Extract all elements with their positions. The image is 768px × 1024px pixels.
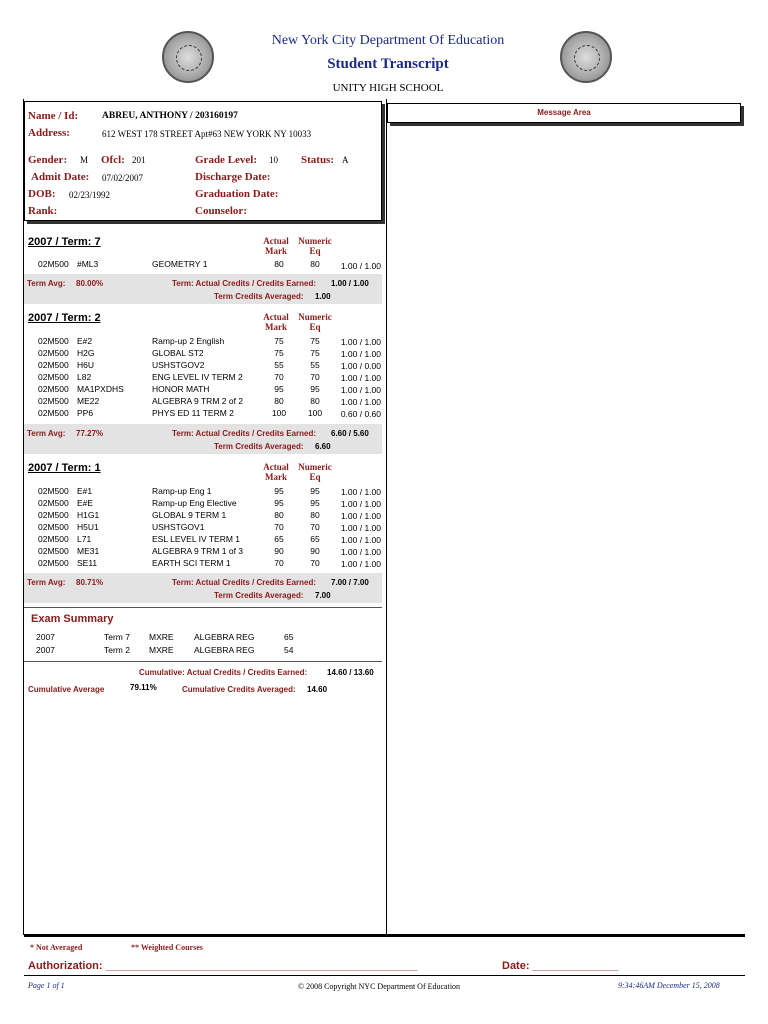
student-name-value: ABREU, ANTHONY / 203160197 [102, 111, 238, 121]
footer-rule [24, 934, 745, 937]
course-row: 02M500 #ML3 GEOMETRY 1 80 80 1.00 / 1.00 [38, 259, 381, 271]
counselor-label: Counselor: [195, 205, 247, 217]
weighted-courses-note: ** Weighted Courses [131, 943, 203, 952]
numeric-eq-header: Numeric Eq [298, 312, 332, 332]
term-credits-value: 7.00 / 7.00 [331, 578, 369, 587]
term-heading: 2007 / Term: 1 [28, 462, 101, 474]
gender-value: M [80, 155, 89, 165]
school-name: UNITY HIGH SCHOOL [332, 82, 444, 94]
term-summary [24, 424, 382, 454]
address-label: Address: [28, 127, 70, 139]
course-row: 02M500 E#1 Ramp-up Eng 1 95 95 1.00 / 1.00 [38, 486, 381, 497]
term-credits-label: Term: Actual Credits / Credits Earned: [172, 578, 317, 587]
name-label: Name / Id: [28, 110, 79, 122]
grade-level-value: 10 [269, 155, 278, 165]
graduation-date-label: Graduation Date: [195, 188, 279, 200]
term-credits-averaged-label: Term Credits Averaged: [214, 292, 304, 301]
discharge-date-label: Discharge Date: [195, 171, 271, 183]
term-credits-averaged-label: Term Credits Averaged: [214, 591, 304, 600]
section-divider [24, 661, 382, 662]
term-avg-value: 80.00% [76, 279, 104, 288]
term-credits-label: Term: Actual Credits / Credits Earned: [172, 429, 317, 438]
dob-label: DOB: [28, 188, 56, 200]
cumulative-credits-value: 14.60 / 13.60 [327, 668, 374, 677]
numeric-eq-header: Numeric Eq [298, 236, 332, 256]
cumulative-credits-label: Cumulative: Actual Credits / Credits Earned: [139, 668, 308, 677]
nyc-seal-right-icon [560, 31, 612, 83]
department-name: New York City Department Of Education [271, 33, 505, 48]
actual-mark-header: Actual Mark [263, 462, 289, 482]
course-row: 02M500 H1G1 GLOBAL 9 TERM 1 80 80 1.00 / 1.00 [38, 510, 381, 521]
course-row: 02M500 SE11 EARTH SCI TERM 1 70 70 1.00 / 1.00 [38, 558, 381, 569]
term-heading: 2007 / Term: 7 [28, 236, 101, 248]
term-credits-label: Term: Actual Credits / Credits Earned: [172, 279, 317, 288]
course-row: 02M500 E#E Ramp-up Eng Elective 95 95 1.00 / 1.00 [38, 498, 381, 509]
exam-summary-title: Exam Summary [31, 613, 114, 625]
course-row: 02M500 H5U1 USHSTGOV1 70 70 1.00 / 1.00 [38, 522, 381, 533]
ofcl-label: Ofcl: [101, 154, 125, 166]
cumulative-credits-averaged-value: 14.60 [307, 685, 328, 694]
course-row: 02M500 E#2 Ramp-up 2 English 75 75 1.00 / 1.00 [38, 336, 381, 347]
print-timestamp: 9:34:46AM December 15, 2008 [618, 981, 720, 990]
section-divider [24, 607, 382, 608]
term-credits-averaged-value: 1.00 [315, 292, 331, 301]
nyc-seal-left-icon [162, 31, 214, 83]
page-number: Page 1 of 1 [28, 981, 65, 990]
term-credits-value: 1.00 / 1.00 [331, 279, 369, 288]
course-row: 02M500 L82 ENG LEVEL IV TERM 2 70 70 1.00 / 1.00 [38, 372, 381, 383]
term-avg-value: 80.71% [76, 578, 104, 587]
term-summary [24, 274, 382, 304]
numeric-eq-header: Numeric Eq [298, 462, 332, 482]
date-line: Date: ______________ [502, 960, 619, 972]
status-value: A [342, 155, 349, 165]
copyright-text: © 2008 Copyright NYC Department Of Education [298, 982, 461, 991]
authorization-line: Authorization: ___________________________________________________ [28, 960, 418, 972]
course-row: 02M500 PP6 PHYS ED 11 TERM 2 100 100 0.60 / 0.60 [38, 408, 381, 419]
message-area [387, 103, 741, 123]
admit-date-value: 07/02/2007 [102, 173, 144, 183]
dob-value: 02/23/1992 [69, 190, 111, 200]
ofcl-value: 201 [132, 155, 146, 165]
student-info-box [24, 101, 382, 221]
message-area-label: Message Area [537, 108, 591, 117]
term-credits-averaged-value: 6.60 [315, 442, 331, 451]
course-row: 02M500 H2G GLOBAL ST2 75 75 1.00 / 1.00 [38, 348, 381, 359]
course-row: 02M500 ME31 ALGEBRA 9 TRM 1 of 3 90 90 1.00 / 1.00 [38, 546, 381, 557]
term-avg-value: 77.27% [76, 429, 104, 438]
gender-label: Gender: [28, 154, 68, 166]
cumulative-average-value: 79.11% [130, 683, 157, 692]
term-avg-label: Term Avg: [27, 279, 66, 288]
course-row: 02M500 H6U USHSTGOV2 55 55 1.00 / 0.00 [38, 360, 381, 371]
grade-level-label: Grade Level: [195, 154, 258, 166]
rank-label: Rank: [28, 205, 58, 217]
footer-thin-rule [24, 975, 745, 976]
term-credits-averaged-value: 7.00 [315, 591, 331, 600]
cumulative-average-label: Cumulative Average [28, 685, 105, 694]
actual-mark-header: Actual Mark [263, 312, 289, 332]
address-value: 612 WEST 178 STREET Apt#63 NEW YORK NY 10033 [102, 129, 312, 139]
course-row: 02M500 ME22 ALGEBRA 9 TRM 2 of 2 80 80 1.00 / 1.00 [38, 396, 381, 407]
term-avg-label: Term Avg: [27, 429, 66, 438]
page-title: Student Transcript [327, 56, 449, 72]
term-avg-label: Term Avg: [27, 578, 66, 587]
status-label: Status: [301, 154, 335, 166]
cumulative-credits-averaged-label: Cumulative Credits Averaged: [182, 685, 296, 694]
course-row: 02M500 MA1PXDHS HONOR MATH 95 95 1.00 / 1.00 [38, 384, 381, 395]
term-credits-averaged-label: Term Credits Averaged: [214, 442, 304, 451]
admit-date-label: Admit Date: [31, 171, 90, 183]
term-summary [24, 573, 382, 603]
term-heading: 2007 / Term: 2 [28, 312, 101, 324]
term-credits-value: 6.60 / 5.60 [331, 429, 369, 438]
not-averaged-note: * Not Averaged [30, 943, 83, 952]
course-row: 02M500 L71 ESL LEVEL IV TERM 1 65 65 1.00 / 1.00 [38, 534, 381, 545]
actual-mark-header: Actual Mark [263, 236, 289, 256]
